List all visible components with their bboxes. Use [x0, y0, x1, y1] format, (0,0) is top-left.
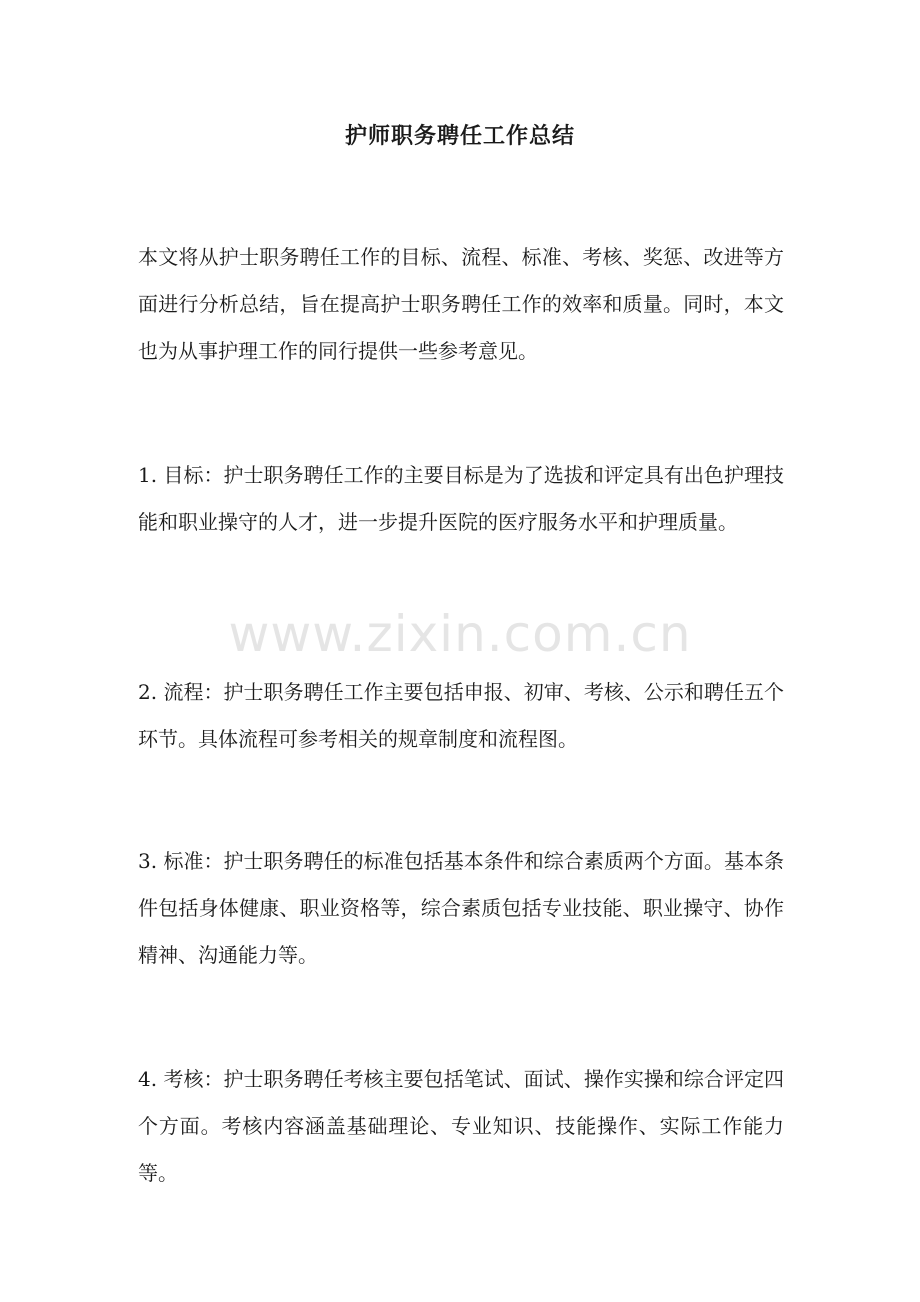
section-standard-paragraph: 3. 标准：护士职务聘任的标准包括基本条件和综合素质两个方面。基本条件包括身体健康、职业资格等，综合素质包括专业技能、职业操守、协作精神、沟通能力等。 [138, 849, 784, 967]
intro-paragraph: 本文将从护士职务聘任工作的目标、流程、标准、考核、奖惩、改进等方面进行分析总结，旨在提高护士职务聘任工作的效率和质量。同时，本文也为从事护理工作的同行提供一些参考意见。 [138, 245, 784, 363]
document-title: 护师职务聘任工作总结 [344, 123, 575, 149]
section-goal-paragraph: 1. 目标：护士职务聘任工作的主要目标是为了选拔和评定具有出色护理技能和职业操守的人才，进一步提升医院的医疗服务水平和护理质量。 [138, 463, 784, 534]
section-process-paragraph: 2. 流程：护士职务聘任工作主要包括申报、初审、考核、公示和聘任五个环节。具体流程可参考相关的规章制度和流程图。 [138, 680, 784, 751]
watermark-text: www.zixin.com.cn [228, 605, 692, 663]
section-assessment-paragraph: 4. 考核：护士职务聘任考核主要包括笔试、面试、操作实操和综合评定四个方面。考核内容涵盖基础理论、专业知识、技能操作、实际工作能力等。 [138, 1067, 784, 1185]
